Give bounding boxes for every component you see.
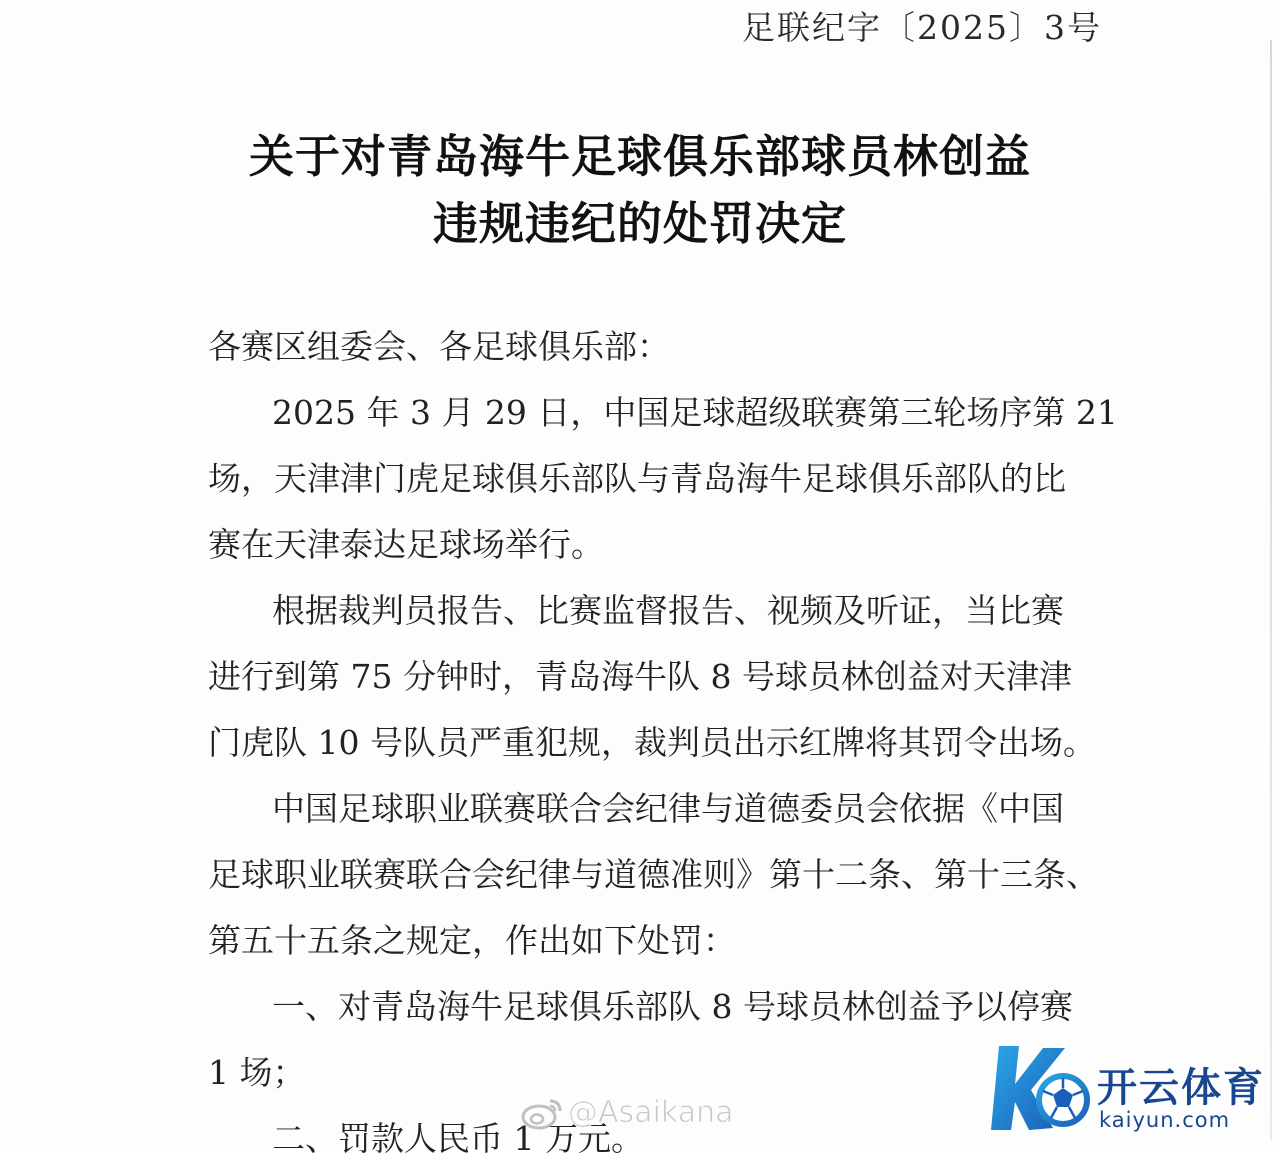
weibo-watermark <box>520 1094 734 1140</box>
kaiyun-logo <box>985 1038 1275 1138</box>
kaiyun-k-ball-logo-icon <box>985 1038 1095 1138</box>
page-edge-shadow <box>1270 40 1272 1140</box>
kaiyun-logo-name: 开云体育 <box>1097 1065 1265 1111</box>
document-title-line-2: 违规违纪的处罚决定 <box>432 197 847 250</box>
penalty-2-line: 二、罚款人民币 1 万元。 <box>272 1119 644 1158</box>
document-number: 足联纪字〔2025〕3号 <box>742 8 1102 47</box>
paragraph-3-line-2: 足球职业联赛联合会纪律与道德准则》第十二条、第十三条、 <box>208 855 1099 894</box>
addressee-line: 各赛区组委会、各足球俱乐部： <box>208 327 670 366</box>
watermark-text: @Asaikana <box>568 1095 734 1130</box>
paragraph-1-line-2: 场，天津津门虎足球俱乐部队与青岛海牛足球俱乐部队的比 <box>208 459 1066 498</box>
paragraph-1-line-1: 2025 年 3 月 29 日，中国足球超级联赛第三轮场序第 21 <box>272 393 1118 432</box>
paragraph-3-line-1: 中国足球职业联赛联合会纪律与道德委员会依据《中国 <box>272 789 1064 828</box>
paragraph-3-line-3: 第五十五条之规定，作出如下处罚： <box>208 921 736 960</box>
paragraph-2-line-1: 根据裁判员报告、比赛监督报告、视频及听证，当比赛 <box>272 591 1064 630</box>
penalty-1-line-1: 一、对青岛海牛足球俱乐部队 8 号球员林创益予以停赛 <box>272 987 1073 1026</box>
paragraph-1-line-3: 赛在天津泰达足球场举行。 <box>208 525 604 564</box>
paragraph-2-line-2: 进行到第 75 分钟时，青岛海牛队 8 号球员林创益对天津津 <box>208 657 1072 696</box>
paragraph-2-line-3: 门虎队 10 号队员严重犯规，裁判员出示红牌将其罚令出场。 <box>208 723 1096 762</box>
document-title-line-1: 关于对青岛海牛足球俱乐部球员林创益 <box>248 130 1031 183</box>
kaiyun-logo-url: kaiyun.com <box>1099 1108 1231 1132</box>
weibo-icon <box>520 1095 564 1131</box>
penalty-1-line-2: 1 场； <box>208 1053 306 1092</box>
